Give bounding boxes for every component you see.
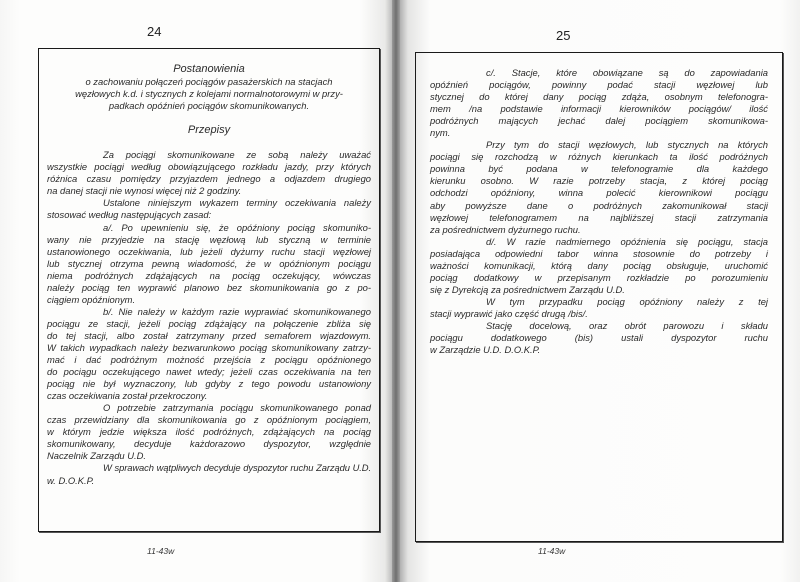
text-line: opóźnień pociągów, powinny podać stacji węzłowej lub	[430, 79, 768, 91]
subtitle-line: o zachowaniu połączeń pociągów pasażerskich na stacjach	[85, 76, 333, 88]
paragraph	[430, 139, 768, 235]
text-line: c/. Stacje, które obowiązane są do zapowiadania	[486, 67, 768, 78]
text-line: b/. Nie należy w każdym razie wyprawiać skomunikowanego	[103, 305, 371, 317]
right-page-frame	[415, 52, 783, 542]
footer-code: 11-43w	[538, 546, 566, 556]
text-line: Przy tym do stacji węzłowych, lub stycznych na których	[486, 139, 768, 151]
paragraph	[47, 222, 371, 306]
text-line: czas przewidziany dla skomunikowania go z opóźnionym pociągiem,	[47, 414, 371, 426]
right-paragraphs	[430, 67, 768, 356]
paragraph	[47, 306, 371, 402]
text-line: różnica czasu pomiędzy przyjazdem jednego a odjazdem drugiego	[47, 173, 371, 185]
left-page-frame	[38, 48, 380, 532]
text-line: kierunku osobno. W razie potrzeby stacja, z której pociąg	[430, 175, 768, 187]
paragraph	[47, 402, 371, 462]
text-line: niema podróżnych zdążających na pociąg oczekujący, wówczas	[47, 269, 371, 281]
right-page	[400, 0, 800, 582]
right-page-text	[430, 67, 768, 356]
document-subtitle	[47, 76, 371, 112]
text-line: pociągu ze stacji, jeżeli pociąg zdążający na połączenie zbliża się	[47, 317, 371, 329]
text-line: stycznej do której dany pociąg zdąża, osobnym telefonogra-	[430, 91, 768, 103]
text-line: do tej stacji, albo został zatrzymany przed semaforem wjazdowym.	[47, 329, 371, 341]
text-line: wany nie przyjedzie na stację węzłową lub styczną w terminie	[47, 233, 371, 245]
document-title: Postanowienia	[173, 63, 245, 75]
text-line: mać i dać podróżnym możność przejścia z pociągu opóźnionego	[47, 354, 371, 366]
text-line: węzłowej telefonogramem na najbliższej stacji zatrzymania	[430, 211, 768, 223]
text-line: pociąg dodatkowy w przepisanym rozkładzie po porozumieniu	[430, 271, 768, 283]
text-line: ciągiem opóźnionym.	[47, 293, 136, 305]
text-line: podróżnych mających jechać dalej pociągiem skomunikowa-	[430, 115, 768, 127]
subtitle-line: węzłowych k.d. i stycznych z kolejami normalnotorowymi w przy-	[75, 88, 343, 100]
text-line: w którym jedzie większa ilość podróżnych, zdążających na pociąg	[47, 426, 371, 438]
paragraph	[430, 320, 768, 356]
text-line: czas oczekiwania został przekroczony.	[47, 390, 208, 402]
text-line: stacji wyprawić jako część drugą /bis/.	[430, 307, 588, 319]
paragraph	[47, 197, 371, 221]
text-line: Za pociągi skomunikowane ze sobą należy uważać	[103, 149, 371, 161]
left-page	[0, 0, 392, 582]
text-line: wszystkie pociągi według obowiązującego rozkładu jazdy, przy których	[47, 161, 371, 173]
text-line: stosować według następujących zasad:	[47, 209, 212, 221]
text-line: pociągi się rozchodzą w różnych kierunkach ta ilość podróżnych	[430, 151, 768, 163]
text-line: Naczelnik Zarządu U.D.	[47, 450, 146, 462]
text-line: należy pociąg ten wyprawić planowo bez skomunikowania go z po-	[47, 281, 371, 293]
text-line: W takich wypadkach należy bezwarunkowo pociąg skomunikowany zatrzy-	[47, 341, 371, 353]
text-line: w. D.O.K.P.	[47, 474, 95, 486]
left-paragraphs	[47, 149, 371, 486]
text-line: skomunikowany, decyduje każdorazowo dyspozytor, względnie	[47, 438, 371, 450]
text-line: ważności komunikacji, którą dany pociąg obsługuje, uruchomić	[430, 259, 768, 271]
text-line: aby powyższe dane o podróżnych zakomunikował stacji	[430, 199, 768, 211]
text-line: W sprawach wątpliwych decyduje dyspozytor ruchu Zarządu U.D.	[103, 462, 371, 474]
text-line: powinna być podana w telefonogramie dla każdego	[430, 163, 768, 175]
text-line: w Zarządzie U.D. D.O.K.P.	[430, 344, 541, 356]
text-line: za pośrednictwem dyżurnego ruchu.	[430, 223, 581, 235]
text-line: posiadająca odpowiedni tabor winna stosownie do potrzeby i	[430, 247, 768, 259]
text-line: a/. Po upewnieniu się, że opóźniony pociąg skomuniko-	[103, 221, 371, 233]
text-line: d/. W razie nadmiernego opóźnienia się pociągu, stacja	[486, 235, 768, 247]
text-line: odchodzi opóźniony, winna polecić kierownikowi pociągu	[430, 187, 768, 199]
paragraph	[430, 236, 768, 296]
paragraph	[47, 462, 371, 486]
text-line: pociąg nie był wyznaczony, lub gdyby z tego powodu ustanowiony	[47, 378, 371, 390]
text-line: do pociągu oczekującego nawet wtedy; jeżeli czas oczekiwania na ten	[47, 366, 371, 378]
subtitle-line: padkach opóźnień pociągów skomunikowanych.	[108, 100, 310, 112]
text-line: pociągu dodatkowego (bis) ustali dyspozytor ruchu	[430, 332, 768, 344]
section-heading: Przepisy	[187, 124, 231, 137]
paragraph	[47, 149, 371, 197]
text-line: na danej stacji nie wynosi więcej niż 2 godziny.	[47, 185, 242, 197]
paragraph	[430, 67, 768, 139]
text-line: lub stycznej otrzyma pewną wiadomość, że w opóźnionym pociągu	[47, 257, 371, 269]
text-line: W tym przypadku pociąg opóźniony należy z tej	[486, 295, 768, 307]
text-line: Ustalone niniejszym wykazem terminy oczekiwania należy	[103, 197, 371, 209]
text-line: nym.	[430, 127, 451, 139]
page-number: 24	[147, 24, 162, 39]
book-gutter	[392, 0, 400, 582]
text-line: ustanowionego oczekiwania, lub jeżeli dyżurny ruchu stacji węzłowej	[47, 245, 371, 257]
left-page-text	[47, 61, 371, 487]
paragraph	[430, 296, 768, 320]
text-line: O potrzebie zatrzymania pociągu skomunikowanego ponad	[103, 402, 371, 414]
page-number: 25	[556, 28, 571, 43]
text-line: Stację docelową, oraz obrót parowozu i składu	[486, 319, 768, 331]
text-line: się z Dyrekcją za pośrednictwem Zarządu U.D.	[430, 283, 625, 295]
footer-code: 11-43w	[147, 546, 175, 556]
text-line: mem /na podstawie informacji kierowników pociągów/ ilość	[430, 103, 768, 115]
